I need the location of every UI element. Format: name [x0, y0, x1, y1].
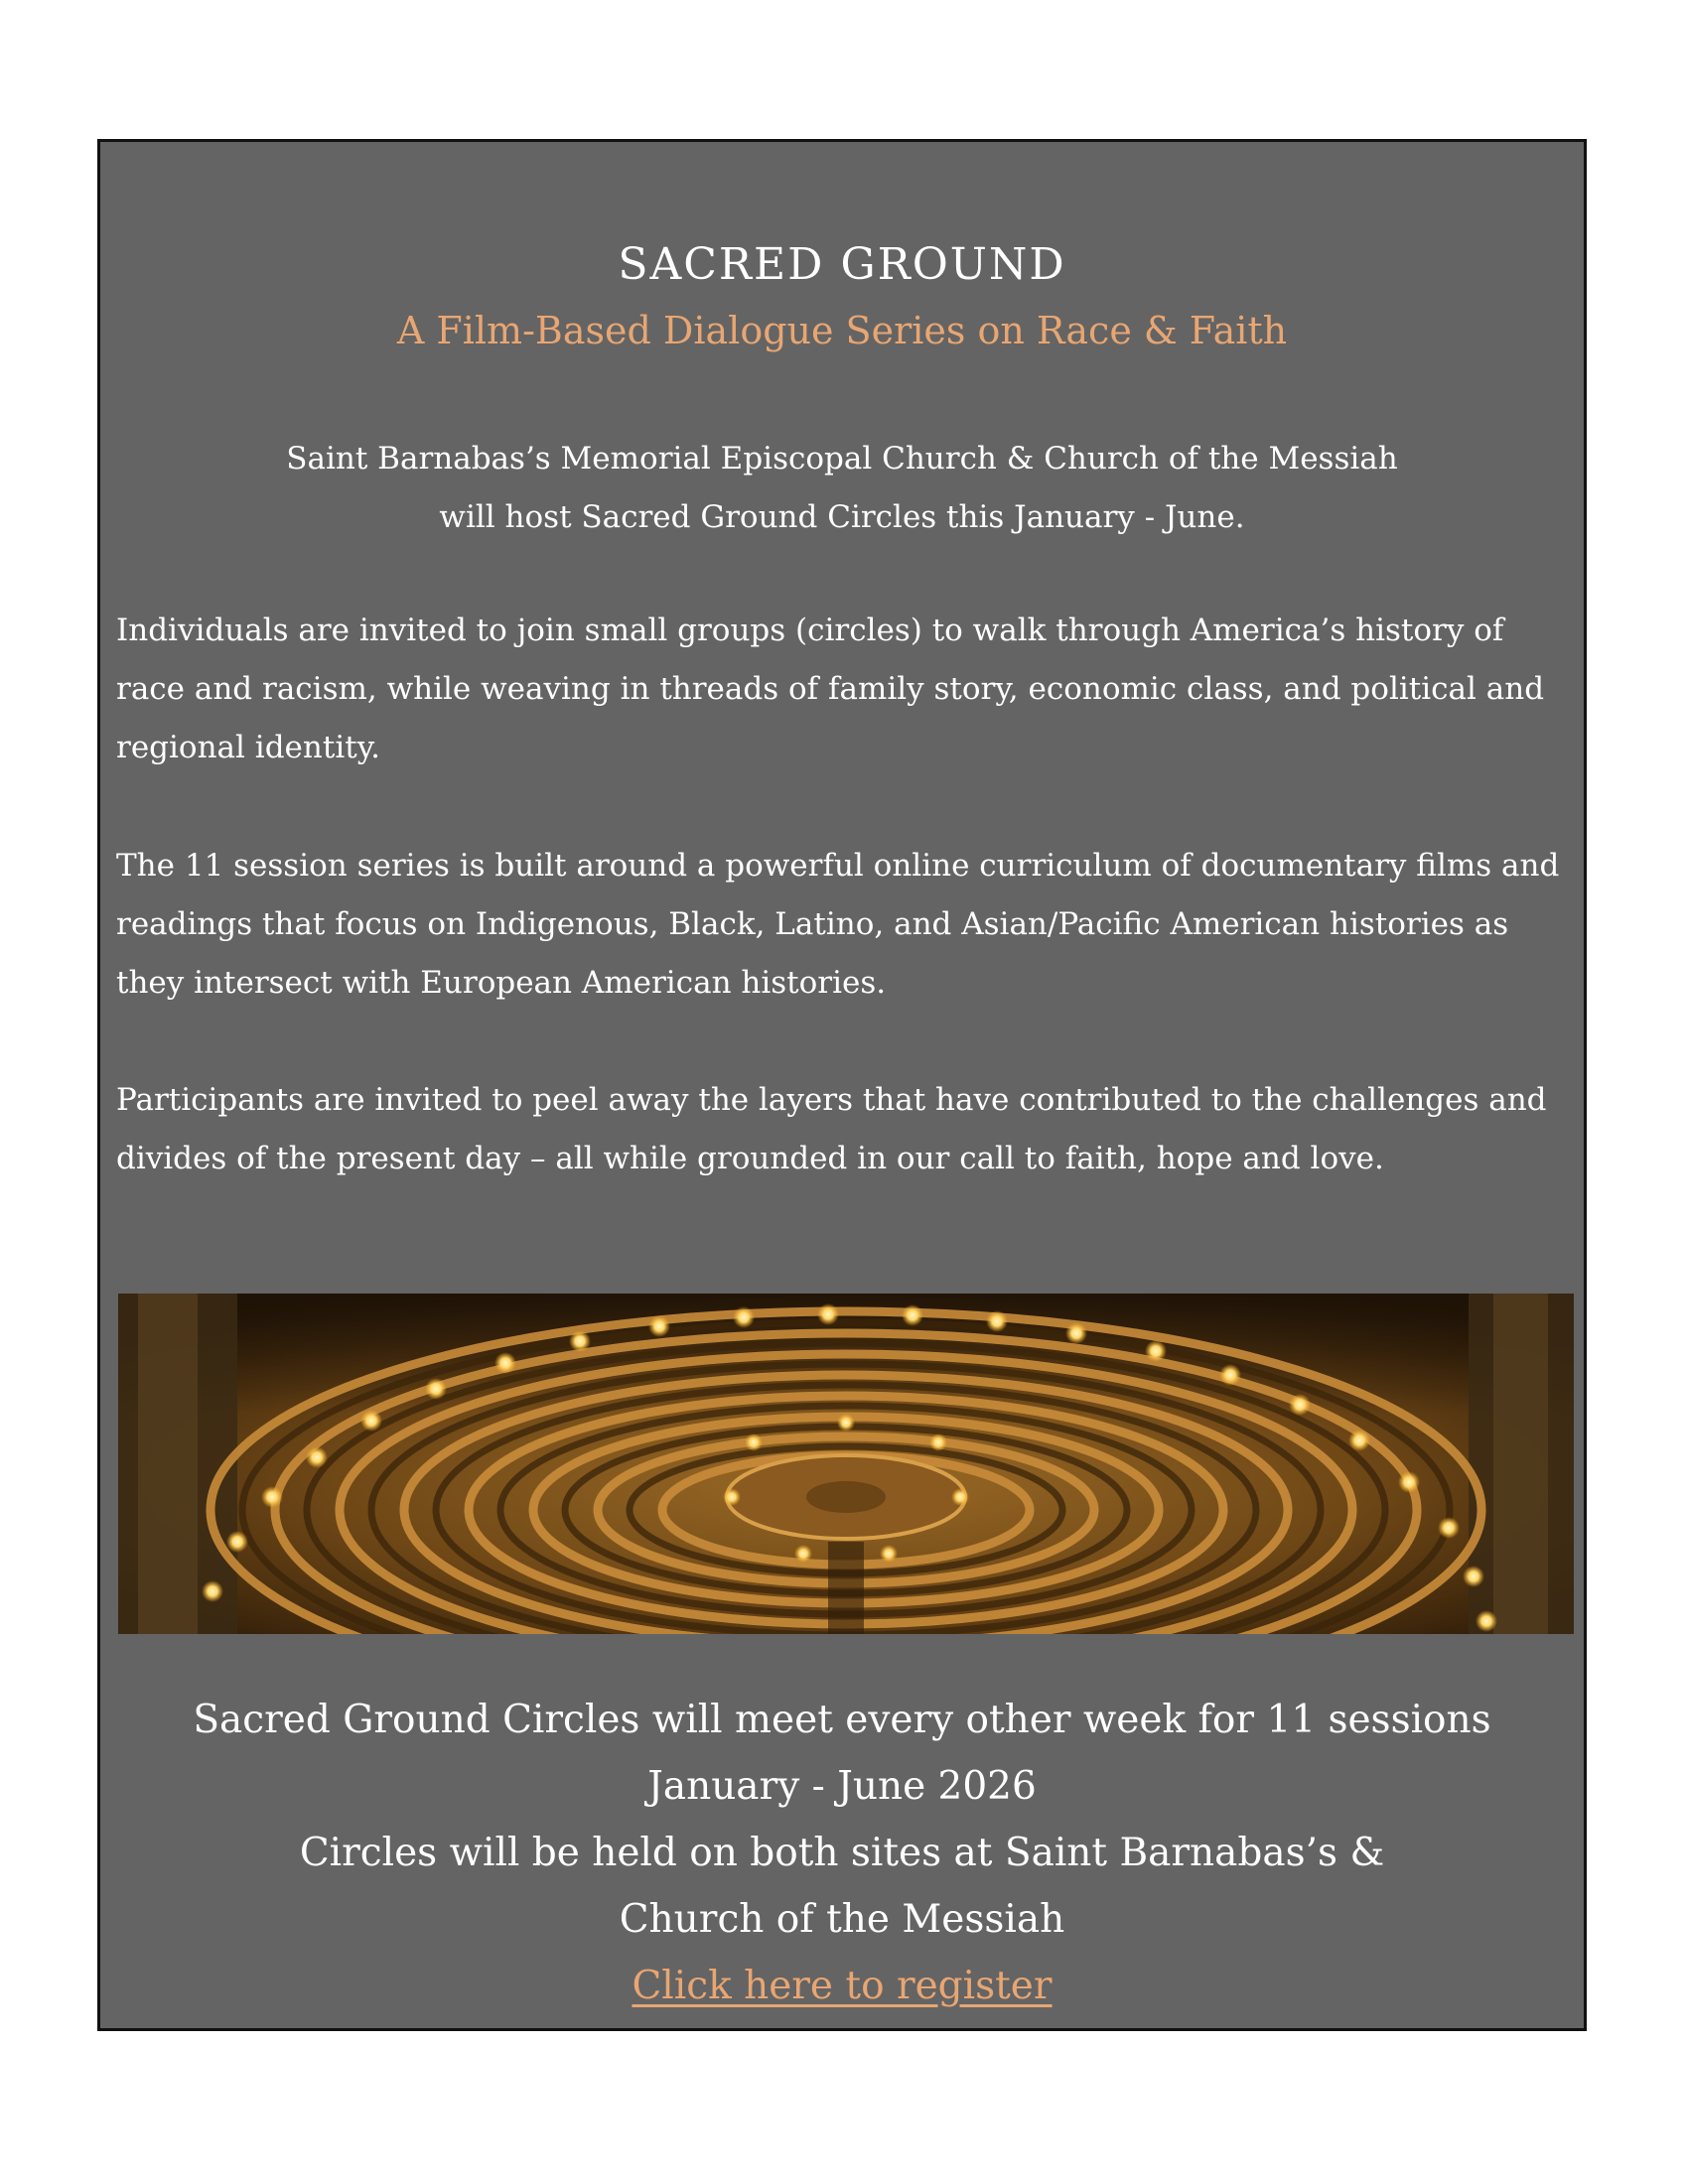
flyer-panel [97, 139, 1587, 2031]
intro-text [100, 430, 1584, 547]
schedule-line: Church of the Messiah [619, 1897, 1065, 1942]
schedule-line: Circles will be held on both sites at Saint Barnabas’s & [299, 1831, 1385, 1875]
intro-line: Saint Barnabas’s Memorial Episcopal Church & Church of the Messiah [286, 441, 1398, 477]
register-link[interactable]: Click here to register [632, 1964, 1053, 2008]
body-paragraph: Participants are invited to peel away the layers that have contributed to the challenges and divides of the present day – all while grounded in our call to faith, hope and love. [116, 1082, 1547, 1176]
page-subtitle: A Film-Based Dialogue Series on Race & Faith [396, 309, 1288, 352]
schedule-info [100, 1687, 1584, 2019]
schedule-line: January - June 2026 [647, 1764, 1037, 1809]
page-title: SACRED GROUND [618, 239, 1066, 290]
schedule-line: Sacred Ground Circles will meet every other week for 11 sessions [193, 1698, 1491, 1742]
intro-line: will host Sacred Ground Circles this January - June. [439, 499, 1245, 535]
labyrinth-image [118, 1294, 1574, 1634]
body-paragraph: The 11 session series is built around a powerful online curriculum of documentary films and readings that focus on Indigenous, Black, Latino, and Asian/Pacific American histories as they intersect with European American histories. [116, 848, 1560, 1001]
body-paragraph: Individuals are invited to join small groups (circles) to walk through America’s history of race and racism, while weaving in threads of family story, economic class, and political and regional identity. [116, 613, 1545, 765]
